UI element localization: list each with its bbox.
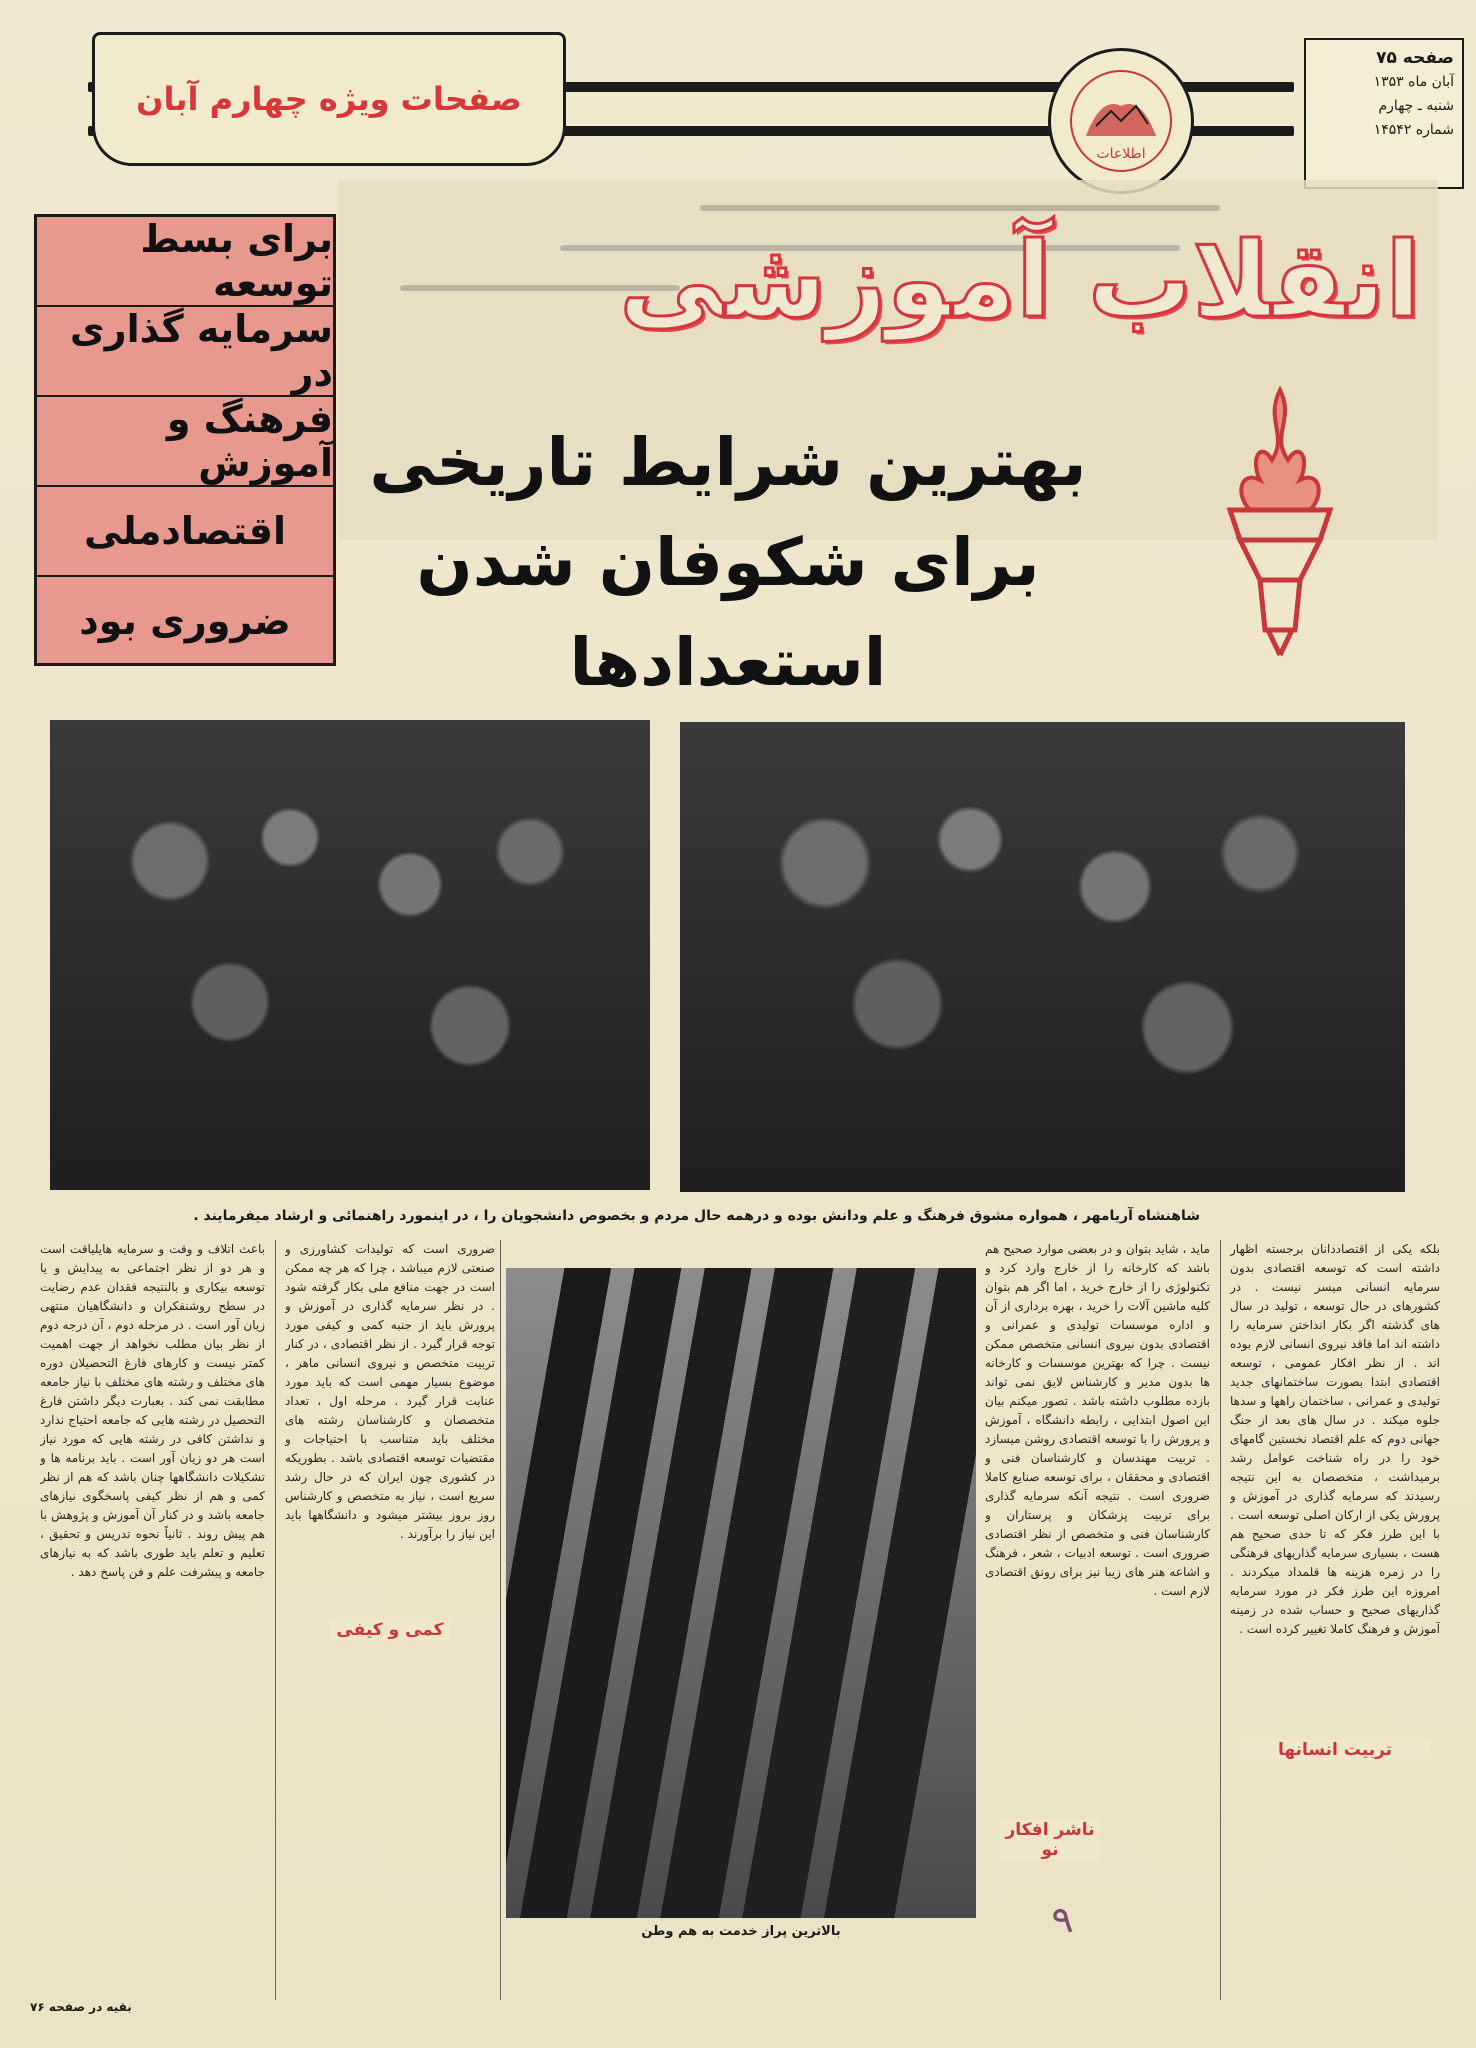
section-heading-nashr: ناشر افکار نو bbox=[1000, 1820, 1100, 1860]
small-photo-caption: بالاترین پراز خدمت به هم وطن bbox=[641, 1924, 841, 1939]
article-column-4: بلکه یکی از اقتصاددانان برجسته اظهار داشته است که توسعه اقتصادی بدون سرمایه انسانی میسر نیست . در کشورهای در حال توسعه ، تولید در سال های گذشته اگر بکار انداختن سرمایه را داشته اند اما فاقد نیروی انسانی لازم بوده اند . از نظر افکار عمومی ، توسعه اقتصادی ابتدا بصورت ساختمانهای جدید تولیدی و عمرانی ، ساختمان راهها و سدها جلوه میکند . در سال های بعد از جنگ جهانی دوم که علم اقتصاد نخستین گامهای خود را در راه شناخت عوامل رشد برمیداشت ، متخصصان به این نتیجه رسیدند که سرمایه گذاری در آموزش و پرورش یکی از ارکان اصلی توسعه است . با این طرز فکر که تا حدی صحیح هم هست ، بسیاری سرمایه گذاریهای فرهنگی را در زمره هزینه ها قلمداد میکردند . امروزه این طرز فکر در مورد سرمایه گذاریهای صحیح و حساب شده در زمینه آموزش و فرهنگ کاملا تغییر کرده است . bbox=[1230, 1242, 1440, 1636]
article-column-3: ماید ، شاید بتوان و در بعضی موارد صحیح هم باشد که کارخانه را از خارج وارد کرد و تکنولوژی را از خارج خرید ، اما اگر هم بتوان کلیه ماشین آلات را خرید ، بهره برداری از آن و اداره موسسات تولیدی و عمرانی و اقتصادی بدون نیروی انسانی متخصص ممکن نیست . چرا که بهترین موسسات و کارخانه ها بدون مدیر و کارشناس لایق نمی تواند بازده مطلوب داشته باشد . تصور میکنم بیان این اصول ابتدایی ، رابطه دانشگاه ، آموزش و پرورش را با توسعه اقتصادی روشن میسازد . تربیت مهندسان و کارشناسان فنی و اقتصادی و محققان ، برای توسعه صنایع کاملا ضروری است . نتیجه آنکه سرمایه گذاری برای تربیت پزشکان و پرستاران و کارشناسان فنی و متخصص از نظر اقتصادی ضروری است . توسعه ادبیات ، شعر ، فرهنگ و اشاعه هنر های زیبا نیز برای رونق اقتصادی لازم است . bbox=[985, 1242, 1210, 1598]
photo-crowd-students bbox=[680, 722, 1405, 1192]
ghost-line bbox=[700, 205, 1220, 211]
photo-royal-ceremony bbox=[50, 720, 650, 1190]
handwritten-mark: ٩ bbox=[1049, 1896, 1076, 1944]
torch-icon bbox=[1200, 380, 1360, 660]
subheadline-line-2: برای شکوفان شدن bbox=[416, 524, 1040, 601]
main-headline: انقلاب آموزشی bbox=[619, 219, 1421, 341]
emblem-label: اطلاعات bbox=[1096, 146, 1146, 162]
article-column-1: باعث اتلاف و وقت و سرمایه هایلیاقت است و هر دو از نظر اجتماعی به پیدایش و یا توسعه بیکاری و بالنتیجه فقدان عدم رضایت در سطح روشنفکران و دانشگاهیان منتهی زیان آور است . در مرحله دوم ، آن درجه دوم از نظر بیان مطلب نخواهد از جهت اهمیت کمتر نیست و کارهای فارغ التحصیلان دوره های مختلف و رشته های مختلف با نیاز جامعه مطابقت نمی کند . بعبارت دیگر داشتن فارغ التحصیل در رشته هایی که جامعه احتیاج ندارد و نداشتن کافی در رشته هایی که مورد نیاز است هر دو زیان آور است . باید برنامه ها و تشکیلات دانشگاهها چنان باشد که هم از نظر کمی و هم از نظر کیفی پاسخگوی نیازهای جامعه باشد و در کنار آن آموزش و پژوهش با هم پیش روند . ثانیاً نحوه تدریس و تحقیق ، تعلیم و تعلم باید طوری باشد که به نیازهای جامعه و پیشرفت علم و فن پاسخ دهد . bbox=[40, 1242, 265, 1579]
column-divider bbox=[1220, 1240, 1221, 2000]
photo-caption: شاهنشاه آریامهر ، همواره مشوق فرهنگ و علم ودانش بوده و درهمه حال مردم و بخصوص دانشجویان را ، در اینمورد راهنمائی و ارشاد میفرمایند . bbox=[193, 1208, 1200, 1224]
subheadline-line-1: بهترین شرایط تاریخی bbox=[369, 424, 1087, 501]
highlight-line: فرهنگ و آموزش bbox=[37, 397, 333, 487]
page-number: صفحه ۷۵ bbox=[1376, 48, 1454, 68]
section-heading-kami-keyfi: کمی و کیفی bbox=[330, 1620, 450, 1640]
newspaper-emblem bbox=[1048, 48, 1194, 194]
emblem-logo-icon bbox=[1066, 66, 1176, 176]
photo-content bbox=[680, 722, 1405, 1192]
continued-note: بقیه در صفحه ۷۶ bbox=[30, 2000, 132, 2014]
photo-uniformed-women bbox=[506, 1268, 976, 1918]
photo-content bbox=[506, 1268, 976, 1918]
highlight-line: برای بسط توسعه bbox=[37, 217, 333, 307]
issue-weekday: شنبه ـ چهارم bbox=[1378, 98, 1454, 114]
issue-number: شماره ۱۴۵۴۲ bbox=[1373, 122, 1454, 138]
issue-info-box bbox=[1304, 38, 1464, 189]
section-heading-tarbiat: تربیت انسانها bbox=[1240, 1740, 1430, 1760]
highlight-line: اقتصادملی bbox=[37, 487, 333, 577]
issue-date: آبان ماه ۱۳۵۳ bbox=[1373, 74, 1454, 90]
photo-content bbox=[50, 720, 650, 1190]
highlight-line: ضروری بود bbox=[79, 599, 291, 643]
subheadline-line-3: استعدادها bbox=[569, 624, 887, 701]
special-pages-banner bbox=[92, 32, 566, 166]
article-column-2: ضروری است که تولیدات کشاورزی و صنعتی لازم میباشد ، چرا که هر چه ممکن است در جهت منافع ملی بکار گرفته شود . در نظر سرمایه گذاری در آموزش و پرورش باید از جنبه کمی و کیفی مورد توجه قرار گیرد . از نظر اقتصادی ، در کنار تربیت متخصص و نیروی انسانی ماهر ، موضوع بسیار مهمی است که باید مورد عنایت قرار گیرد . مرحله اول ، تعداد متخصصان و کارشناسان رشته های مختلف باید متناسب با احتیاجات و مقتضیات توسعه اقتصادی باشد . بطوریکه در کشوری چون ایران که در حال رشد سریع است ، نیاز به متخصص و کارشناس روز بروز بیشتر میشود و دانشگاهها باید این نیاز را برآورند . bbox=[285, 1242, 495, 1541]
banner-title: صفحات ویژه چهارم آبان bbox=[136, 80, 522, 118]
column-divider bbox=[275, 1240, 276, 2000]
highlight-line: سرمایه گذاری در bbox=[37, 307, 333, 397]
highlight-box bbox=[34, 214, 336, 666]
column-divider bbox=[500, 1240, 501, 2000]
